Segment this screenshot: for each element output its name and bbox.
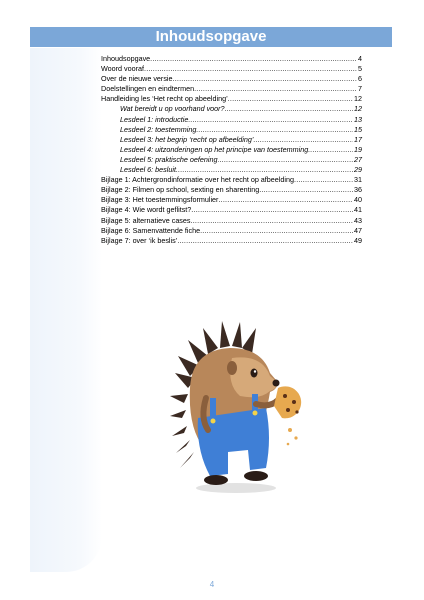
toc-entry-label: Over de nieuwe versie bbox=[101, 74, 173, 84]
toc-leader-dots bbox=[225, 104, 353, 114]
toc-leader-dots bbox=[259, 185, 353, 195]
toc-entry-page: 4 bbox=[358, 54, 362, 63]
toc-entry[interactable] bbox=[101, 115, 362, 125]
toc-entry-page: 27 bbox=[354, 154, 362, 164]
toc-leader-dots bbox=[200, 226, 353, 236]
toc-entry-label: Lesdeel 4: uitzonderingen op het principe van toestemming bbox=[120, 144, 309, 154]
toc-entry[interactable] bbox=[101, 205, 362, 215]
toc-leader-dots bbox=[228, 94, 353, 104]
toc-entry-page: 15 bbox=[354, 124, 362, 134]
toc-entry-label: Bijlage 4: Wie wordt geflitst? bbox=[101, 205, 192, 215]
toc-entry-label: Handleiding les ‘Het recht op abeelding’ bbox=[101, 94, 228, 104]
toc-entry-label: Doelstellingen en eindtermen bbox=[101, 84, 195, 94]
toc-entry-page: 31 bbox=[354, 175, 362, 185]
toc-leader-dots bbox=[191, 205, 353, 215]
toc-leader-dots bbox=[144, 64, 357, 74]
toc-entry-page: 36 bbox=[354, 185, 362, 195]
toc-entry[interactable] bbox=[101, 64, 362, 74]
toc-entry[interactable] bbox=[101, 175, 362, 185]
toc-leader-dots bbox=[176, 165, 353, 175]
toc-entry[interactable] bbox=[101, 94, 362, 104]
toc-entry[interactable] bbox=[101, 145, 362, 155]
toc-entry[interactable] bbox=[101, 165, 362, 175]
toc-entry-label: Bijlage 2: Filmen op school, sexting en sharenting bbox=[101, 185, 260, 195]
toc-entry-label: Lesdeel 3: het begrip ‘recht op afbeelding’ bbox=[120, 134, 254, 144]
toc-entry-label: Lesdeel 1: introductie bbox=[120, 114, 189, 124]
toc-entry[interactable] bbox=[101, 216, 362, 226]
toc-entry-label: Bijlage 7: over ‘ik beslis’ bbox=[101, 235, 178, 245]
toc-entry-page: 43 bbox=[354, 215, 362, 225]
toc-leader-dots bbox=[308, 145, 353, 155]
toc-entry-page: 5 bbox=[358, 64, 362, 74]
toc-leader-dots bbox=[173, 74, 357, 84]
toc-leader-dots bbox=[191, 216, 354, 226]
toc-entry-page: 41 bbox=[354, 205, 362, 215]
toc-entry[interactable] bbox=[101, 74, 362, 84]
toc-entry-page: 13 bbox=[354, 114, 362, 124]
toc-leader-dots bbox=[177, 236, 353, 246]
toc-leader-dots bbox=[150, 54, 357, 64]
toc-entry-label: Wat bereidt u op voorhand voor? bbox=[120, 104, 225, 114]
side-decoration-band bbox=[30, 48, 102, 572]
toc-entry[interactable] bbox=[101, 125, 362, 135]
toc-entry-page: 19 bbox=[354, 144, 362, 154]
toc-entry-page: 12 bbox=[354, 104, 362, 114]
page-number: 4 bbox=[209, 580, 215, 589]
toc-leader-dots bbox=[218, 155, 354, 165]
title-bar bbox=[30, 27, 392, 47]
toc-entry[interactable] bbox=[101, 155, 362, 165]
toc-entry-label: Bijlage 1: Achtergrondinformatie over het recht op afbeelding bbox=[101, 175, 294, 185]
toc-entry[interactable] bbox=[101, 135, 362, 145]
toc-leader-dots bbox=[188, 115, 353, 125]
toc-entry[interactable] bbox=[101, 104, 362, 114]
toc-entry-page: 29 bbox=[354, 165, 362, 175]
toc-entry[interactable] bbox=[101, 185, 362, 195]
toc-entry-label: Woord vooraf bbox=[101, 64, 145, 74]
toc-entry[interactable] bbox=[101, 54, 362, 64]
toc-entry-page: 49 bbox=[354, 235, 362, 245]
toc-entry-page: 7 bbox=[358, 84, 362, 94]
toc-entry-label: Inhoudsopgave bbox=[101, 54, 151, 63]
toc-leader-dots bbox=[253, 135, 353, 145]
toc-leader-dots bbox=[218, 195, 353, 205]
page-title: Inhoudsopgave bbox=[155, 28, 267, 45]
toc-entry[interactable] bbox=[101, 236, 362, 246]
toc-entry-label: Lesdeel 5: praktische oefening bbox=[120, 154, 218, 164]
toc-entry-page: 17 bbox=[354, 134, 362, 144]
toc-leader-dots bbox=[196, 125, 353, 135]
toc-entry[interactable] bbox=[101, 84, 362, 94]
toc-entry-label: Lesdeel 2: toestemming bbox=[120, 124, 197, 134]
toc-entry[interactable] bbox=[101, 195, 362, 205]
toc-entry-page: 12 bbox=[354, 94, 362, 104]
toc-entry-label: Bijlage 5: alternatieve cases bbox=[101, 215, 191, 225]
toc-entry-page: 40 bbox=[354, 195, 362, 205]
toc-entry-label: Bijlage 3: Het toestemmingsformulier bbox=[101, 195, 219, 205]
toc-entry-label: Lesdeel 6: besluit bbox=[120, 165, 176, 175]
toc-entry-page: 6 bbox=[358, 74, 362, 84]
toc-leader-dots bbox=[294, 175, 353, 185]
toc-leader-dots bbox=[194, 84, 357, 94]
table-of-contents bbox=[101, 54, 362, 246]
toc-entry[interactable] bbox=[101, 226, 362, 236]
toc-entry-label: Bijlage 6: Samenvattende fiche bbox=[101, 225, 201, 235]
hedgehog-eating-cookie-icon bbox=[170, 318, 315, 496]
toc-entry-page: 47 bbox=[354, 225, 362, 235]
